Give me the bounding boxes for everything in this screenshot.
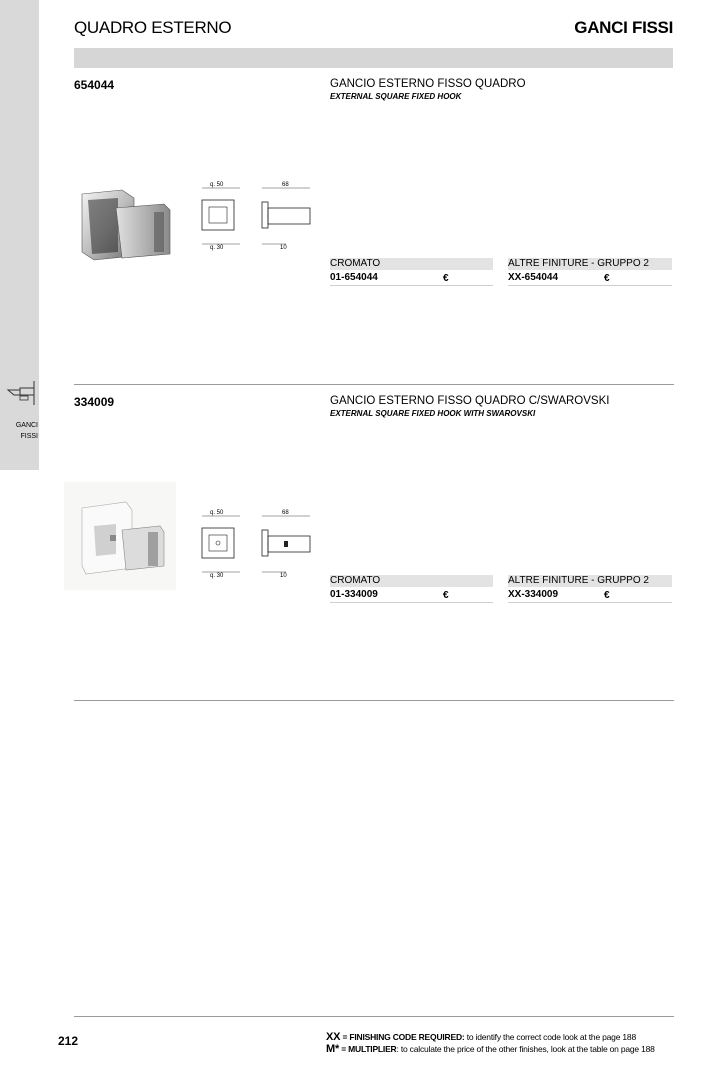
- finish-row-chrome: [330, 589, 493, 603]
- dim-side-bottom: 10: [280, 573, 287, 579]
- sidebar-label: [0, 420, 38, 442]
- price-cell: €: [604, 590, 610, 601]
- footer-key: M*: [326, 1043, 340, 1055]
- dim-front-bottom: q. 30: [210, 245, 224, 251]
- finish-header-other: ALTRE FINITURE - GRUPPO 2: [508, 258, 672, 270]
- finish-row-chrome: [330, 272, 493, 286]
- footer-line-2: [326, 1043, 655, 1055]
- product-code: 654044: [74, 78, 115, 92]
- technical-drawing: [194, 506, 316, 587]
- footer-text: : to calculate the price of the other finishes, look at the table on page 188: [396, 1044, 655, 1054]
- finish-header-chrome: CROMATO: [330, 575, 493, 587]
- dim-side-top: 68: [282, 182, 289, 188]
- dim-side-top: 68: [282, 510, 289, 516]
- product-photo: [64, 482, 176, 595]
- product-subtitle: EXTERNAL SQUARE FIXED HOOK: [330, 92, 462, 101]
- footer-divider: [74, 1016, 674, 1017]
- finish-row-other: [508, 589, 672, 603]
- dim-front-top: q. 50: [210, 510, 224, 516]
- footer-text: to identify the correct code look at the page 188: [464, 1032, 636, 1042]
- product-code: 334009: [74, 395, 115, 409]
- technical-drawing: [194, 178, 316, 259]
- footer-key: XX: [326, 1031, 341, 1043]
- product-title: GANCIO ESTERNO FISSO QUADRO C/SWAROVSKI: [330, 395, 610, 407]
- finish-code: 01-334009: [330, 589, 378, 600]
- finish-header-other: ALTRE FINITURE - GRUPPO 2: [508, 575, 672, 587]
- sidebar-label-line1: GANCI: [15, 422, 38, 429]
- wall-hook-icon: [6, 380, 38, 411]
- footer-line-1: [326, 1031, 636, 1043]
- price-cell: €: [443, 273, 449, 284]
- finish-code: XX-654044: [508, 272, 559, 283]
- finish-code: XX-334009: [508, 589, 559, 600]
- dim-front-top: q. 50: [210, 182, 224, 188]
- price-cell: €: [604, 273, 610, 284]
- price-cell: €: [443, 590, 449, 601]
- sidebar-label-line2: FISSI: [20, 433, 38, 440]
- header-bar: [74, 48, 673, 68]
- dim-front-bottom: q. 30: [210, 573, 224, 579]
- product-subtitle: EXTERNAL SQUARE FIXED HOOK WITH SWAROVSKI: [330, 409, 536, 418]
- product-photo: [78, 186, 176, 267]
- footer-bold: = FINISHING CODE REQUIRED:: [340, 1032, 465, 1042]
- section-divider: [74, 700, 674, 701]
- finish-row-other: [508, 272, 672, 286]
- finish-header-chrome: CROMATO: [330, 258, 493, 270]
- section-title: QUADRO ESTERNO: [74, 18, 232, 37]
- finish-code: 01-654044: [330, 272, 378, 283]
- section-divider: [74, 384, 674, 385]
- footer-bold: = MULTIPLIER: [339, 1044, 397, 1054]
- page-number: 212: [58, 1034, 79, 1048]
- product-title: GANCIO ESTERNO FISSO QUADRO: [330, 78, 526, 90]
- category-title: GANCI FISSI: [574, 18, 673, 37]
- dim-side-bottom: 10: [280, 245, 287, 251]
